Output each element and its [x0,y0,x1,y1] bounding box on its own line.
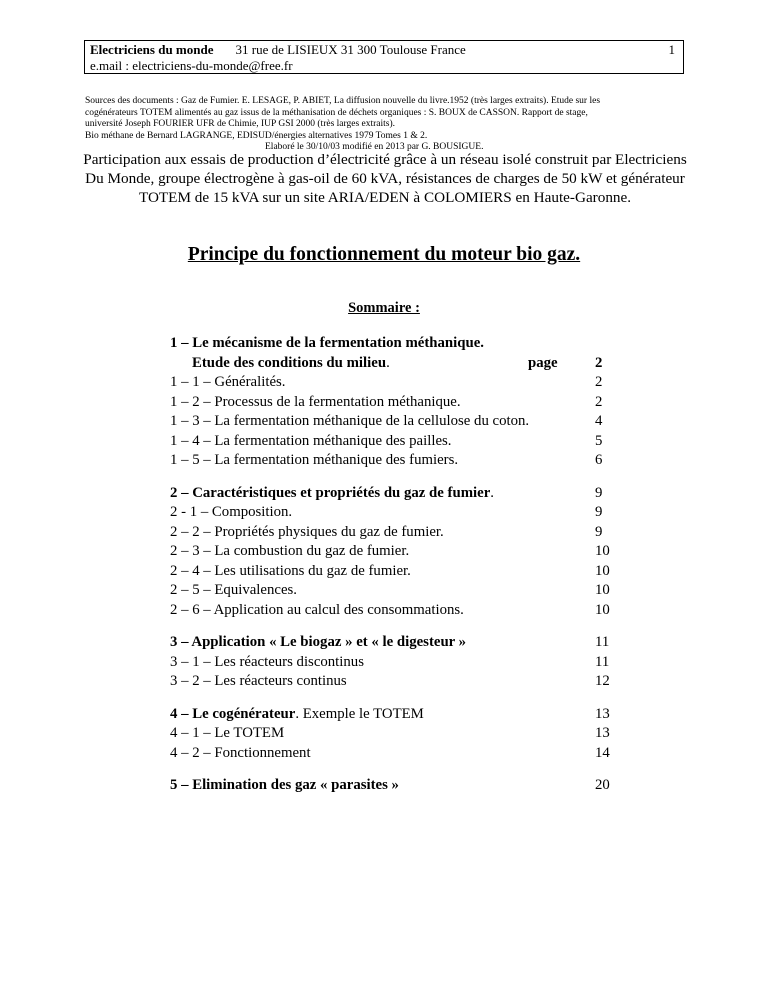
toc-section-title: 5 – Elimination des gaz « parasites » [170,777,399,793]
toc-item [170,373,620,393]
toc-page-number: 4 [595,413,603,429]
toc-page-number: 10 [595,601,610,618]
toc-spacer [170,620,620,633]
toc-item [170,412,620,432]
toc-page-number: 13 [595,705,610,722]
sources-line: université Joseph FOURIER UFR de Chimie, IUP GSI 2000 (très larges extraits). [85,119,396,130]
toc-item-text: 1 – 2 – Processus de la fermentation méthanique. [170,393,461,410]
toc-page-number: 2 [595,374,603,390]
toc-item-text: 2 – 3 – La combustion du gaz de fumier. [170,543,410,559]
toc-item [170,724,620,744]
header-line-1 [90,42,466,58]
sources-credit-line: Elaboré le 30/10/03 modifié en 2013 par G. BOUSIGUE. [265,142,484,153]
intro-paragraph: Participation aux essais de production d’électricité grâce à un réseau isolé construit par Electriciens Du Monde, groupe électrogène à gas-oil de 60 kVA, résistances de charges de 50 kW et générateur TOTEM de 15 kVA sur un site ARIA/EDEN à COLOMIERS en Haute-Garonne. [83,151,687,206]
toc-item [170,744,620,764]
toc-item-text: 2 – 4 – Les utilisations du gaz de fumier. [170,562,411,579]
toc-page-label: page [528,354,558,371]
toc-item [170,432,620,452]
toc-page-number: 6 [595,452,603,468]
toc-section-title: 4 – Le cogénérateur. Exemple le TOTEM [170,705,424,722]
toc-page-number: 9 [595,523,603,540]
sources-line: Bio méthane de Bernard LAGRANGE, EDISUD/énergies alternatives 1979 Tomes 1 & 2. [85,130,428,141]
header-address: 31 rue de LISIEUX 31 300 Toulouse France [235,42,466,57]
toc-item [170,542,620,562]
toc-page-number: 2 [595,354,603,371]
header-email: e.mail : electriciens-du-monde@free.fr [90,58,293,73]
toc-section-3-heading [170,633,620,653]
toc-page-number: 20 [595,777,610,793]
toc-page-number: 14 [595,744,610,761]
toc-section-title: 3 – Application « Le biogaz » et « le digesteur » [170,634,467,650]
toc-item-text: 1 – 4 – La fermentation méthanique des pailles. [170,432,452,449]
table-of-contents [170,334,620,796]
toc-item [170,653,620,673]
toc-section-title: 1 – Le mécanisme de la fermentation méthanique. [170,335,484,351]
toc-page-number: 9 [595,504,603,520]
toc-page-number: 11 [595,653,610,670]
toc-item-text: 1 – 1 – Généralités. [170,374,286,390]
sources-line: cogénérateurs TOTEM alimentés au gaz issus de la méthanisation de déchets organiques : S. BOUX de CASSON. Rapport de stage, [85,107,588,118]
toc-section-subtitle: Etude des conditions du milieu. [192,354,390,371]
toc-item [170,581,620,601]
toc-item [170,601,620,621]
toc-item-text: 2 – 6 – Application au calcul des consommations. [170,601,464,618]
toc-page-number: 10 [595,562,610,579]
toc-page-number: 13 [595,725,610,741]
toc-item-text: 3 – 2 – Les réacteurs continus [170,673,347,689]
toc-item [170,672,620,692]
toc-item [170,523,620,543]
toc-item-text: 1 – 5 – La fermentation méthanique des fumiers. [170,452,459,468]
sources-block [85,96,689,154]
toc-section-1-subheading [170,354,620,374]
toc-item-text: 4 – 2 – Fonctionnement [170,744,311,761]
toc-item [170,562,620,582]
toc-item-text: 1 – 3 – La fermentation méthanique de la cellulose du coton. [170,413,530,429]
toc-section-title: 2 – Caractéristiques et propriétés du gaz de fumier. [170,484,494,501]
toc-spacer [170,471,620,484]
toc-item-text: 2 – 2 – Propriétés physiques du gaz de fumier. [170,523,444,540]
toc-section-2-heading [170,484,620,504]
toc-section-1-heading [170,334,620,354]
toc-item-text: 3 – 1 – Les réacteurs discontinus [170,653,364,670]
document-title: Principe du fonctionnement du moteur bio gaz. [187,244,581,265]
toc-item [170,393,620,413]
toc-item-text: 4 – 1 – Le TOTEM [170,725,285,741]
toc-item [170,503,620,523]
sources-line: Sources des documents : Gaz de Fumier. E. LESAGE, P. ABIET, La diffusion nouvelle du livre.1952 (très larges extraits). Etude sur les [85,96,601,106]
toc-item-text: 2 - 1 – Composition. [170,504,293,520]
toc-page-number: 11 [595,634,610,650]
toc-section-4-heading [170,705,620,725]
toc-page-number: 10 [595,543,610,559]
toc-page-number: 2 [595,393,603,410]
header-box [84,40,684,74]
toc-page-number: 12 [595,673,610,689]
page-number: 1 [668,42,675,57]
toc-page-number: 10 [595,582,610,598]
toc-spacer [170,692,620,705]
toc-item-text: 2 – 5 – Equivalences. [170,582,297,598]
toc-spacer [170,763,620,776]
toc-item [170,451,620,471]
sommaire-heading: Sommaire : [348,300,420,316]
header-org-name: Electriciens du monde [90,42,214,57]
toc-page-number: 5 [595,432,603,449]
toc-page-number: 9 [595,484,603,501]
toc-section-5-heading [170,776,620,796]
